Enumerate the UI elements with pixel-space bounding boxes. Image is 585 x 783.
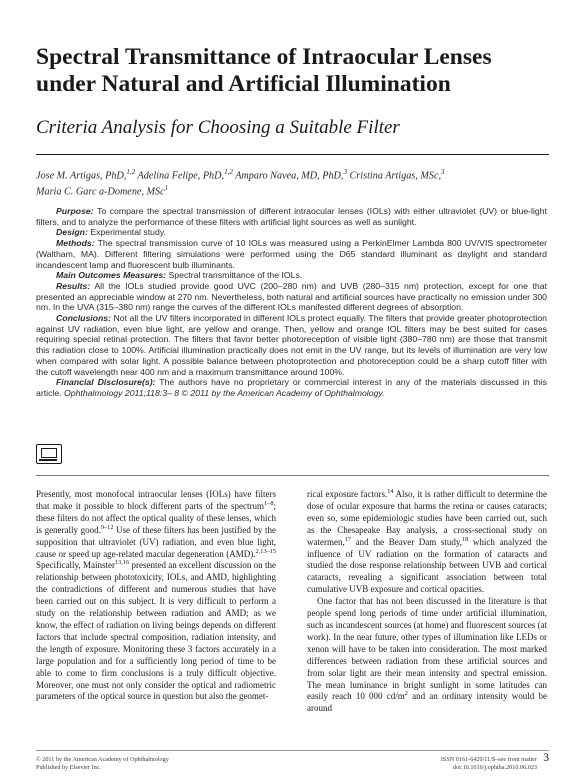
reference-marker: 2,13–15 bbox=[255, 547, 276, 555]
abstract-purpose-label: Purpose: bbox=[56, 206, 94, 216]
author-name: Maria C. Garc a-Domene, MSc bbox=[36, 186, 165, 198]
abstract-divider bbox=[36, 475, 549, 476]
abstract-outcomes-label: Main Outcomes Measures: bbox=[56, 270, 167, 281]
superscript: 2 bbox=[404, 690, 408, 698]
abstract-disclosure-text: The authors have no proprietary or commercial interest in any of the materials discussed in this article. bbox=[36, 377, 547, 398]
footer-publisher-line: Published by Elsevier Inc. bbox=[36, 764, 101, 771]
reference-marker: 1–8 bbox=[264, 499, 274, 507]
abstract-purpose-text: To compare the spectral transmission of different intraocular lenses (IOLs) with either ultraviolet (UV) or blue-light filters, and to analyze the performance of these filters with artificial light sources as well as sunlight. bbox=[36, 206, 547, 227]
abstract-design-label: Design: bbox=[56, 227, 88, 238]
reference-marker: 9–12 bbox=[100, 523, 114, 531]
footer-doi-line: doi:10.1016/j.ophtha.2010.06.023 bbox=[452, 764, 537, 771]
abstract-design-text: Experimental study. bbox=[90, 227, 166, 238]
body-paragraph: One factor that has not been discussed in the literature is that people spend long periods of time under artificial illumination, such as incandescent sources (at home) and fluorescent sources (at work). In the near future, other types of illumination like LEDs or xenon will have to be taken into consideration. The most marked differences between radiation from these artificial sources and from solar light are their mean intensity and spectral emission. The mean luminance in bright sunlight in some latitudes can easily reach 10 000 $cd/m^2$ and an ordinary intensity would be around bbox=[307, 596, 547, 714]
computer-base-shape bbox=[39, 459, 57, 461]
abstract-outcomes-text: Spectral transmittance of the IOLs. bbox=[168, 270, 303, 281]
author-name: Adelina Felipe, PhD, bbox=[137, 170, 225, 182]
computer-screen-shape bbox=[41, 448, 57, 458]
author-name: Cristina Artigas, MSc, bbox=[349, 170, 442, 182]
abstract-results-text: All the IOLs studied provide good UVC (200–280 nm) and UVB (280–315 nm) protection, except for one that presented an appreciable window at 270 nm. Nevertheless, both natural and artificial sources have practically no emission under 300 nm. In the UVA (315–380 nm) range the curves of the different IOLs manifested different degrees of absorption. bbox=[36, 280, 547, 313]
footer-issn bbox=[441, 756, 537, 772]
abstract-purpose bbox=[36, 206, 547, 227]
footer-copyright-line: © 2011 by the American Academy of Ophthalmology bbox=[36, 756, 169, 763]
body-column-left bbox=[36, 489, 276, 703]
title-divider bbox=[36, 154, 549, 155]
reference-marker: 13,16 bbox=[114, 559, 130, 567]
author-affiliation: 3 bbox=[343, 168, 347, 176]
footer-issn-line: ISSN 0161-6420/11/$–see front matter bbox=[440, 756, 537, 763]
body-paragraph: rical exposure factors.$^{14}$ Also, it is rather difficult to determine the dose of ocular exposure that harms the retina or causes cataracts; even so, some epidemiologic studies have been carried out, such as the Chesapeake Bay analysis, a cross-sectional study on watermen,$^{17}$ and the Beaver Dam study,$^{18}$ which analyzed the influence of UV radiation on the formation of cataracts and studied the dose response relationship between UVB and cortical cataracts, revealing a significant association between total cumulative UVB exposure and cortical opacities. bbox=[307, 488, 548, 595]
computer-icon bbox=[36, 444, 62, 464]
abstract-disclosure-label: Financial Disclosure(s): bbox=[56, 377, 156, 388]
author-list bbox=[36, 166, 549, 199]
abstract-citation: Ophthalmology 2011;118:3– 8 © 2011 by the American Academy of Ophthalmology. bbox=[64, 387, 385, 398]
page-number: 3 bbox=[543, 752, 549, 764]
footer-divider bbox=[36, 750, 549, 751]
author-name: Amparo Navea, MD, PhD, bbox=[235, 170, 344, 182]
abstract-conclusions-label: Conclusions: bbox=[56, 313, 112, 324]
abstract-conclusions bbox=[36, 313, 547, 377]
body-column-right bbox=[307, 489, 547, 715]
footer-copyright bbox=[36, 756, 169, 772]
author-affiliation: 1,2 bbox=[224, 168, 233, 176]
abstract-methods-label: Methods: bbox=[56, 238, 95, 249]
abstract-design bbox=[36, 227, 547, 238]
author-affiliation: 3 bbox=[441, 168, 445, 176]
abstract-methods-text: The spectral transmission curve of 10 IOLs was measured using a PerkinElmer Lambda 800 UV/VIS spectrometer (Waltham, MA). Different filtering simulations were performed using the D65 standard illuminant as daylight and standard incandescent lamp and fluorescent bulb illuminants. bbox=[36, 238, 547, 270]
abstract-methods bbox=[36, 238, 547, 270]
body-paragraph: Presently, most monofocal intraocular lenses (IOLs) have filters that make it possible to block different parts of the spectrum$^{1-8}$; these filters do not affect the optical quality of these lenses, which is generally good.$^{9-12}$ Use of these filters has been justified by the supposition that ultraviolet (UV) radiation, and even blue light, cause or speed up age-related macular degeneration (AMD).$^{2,13-15}$ Specifically, Mainster$^{13,16}$ presented an excellent discussion on the relationship between phototoxicity, IOLs, and AMD, highlighting the contradictions of different and numerous studies that have been carried out on this subject. It is very difficult to perform a study on the relationship between radiation and AMD; as we know, the effect of radiation on living beings depends on different factors that include spectral composition, radiation intensity, and the length of exposure. Monitoring these 3 factors accurately in a large population and for a sufficiently long period of time to be able to come to firm conclusions is a truly difficult objective. Moreover, one must not only consider the optical and radiometric parameters of the optical source in question but also the geomet- bbox=[36, 489, 276, 702]
article-subtitle: Criteria Analysis for Choosing a Suitable Filter bbox=[36, 117, 400, 138]
author-affiliation: 1 bbox=[164, 184, 169, 193]
abstract-conclusions-text: Not all the UV filters incorporated in different IOLs protect equally. The filters that provide greater photoprotection against UV radiation, even blue light, are yellow and orange. Then, yellow and orange IOL filters may be best suited for cases requiring special retinal protection. The filters that favor better photoreception of visible light (380–780 nm) are those that transmit this radiation close to 100%. Artificial illumination practically does not emit in the UV range, but its levels of illumination are very low when compared with solar light. A possible balance between photoprotection and photoreception could be a sharp cutoff filter with the cutoff wavelength near 400 nm and a maximum transmittance around 100%. bbox=[36, 313, 547, 377]
author-name: Jose M. Artigas, PhD, bbox=[36, 170, 127, 182]
abstract-results bbox=[36, 281, 547, 313]
abstract-results-label: Results: bbox=[56, 280, 91, 291]
reference-marker: 17 bbox=[344, 535, 352, 543]
reference-marker: 14 bbox=[387, 488, 394, 495]
author-affiliation: 1,2 bbox=[126, 168, 136, 176]
article-title: Spectral Transmittance of Intraocular Lenses under Natural and Artificial Illumination bbox=[36, 44, 492, 97]
reference-marker: 18 bbox=[462, 535, 469, 543]
abstract-outcomes bbox=[36, 270, 547, 281]
abstract bbox=[36, 206, 547, 399]
abstract-disclosure bbox=[36, 377, 547, 398]
